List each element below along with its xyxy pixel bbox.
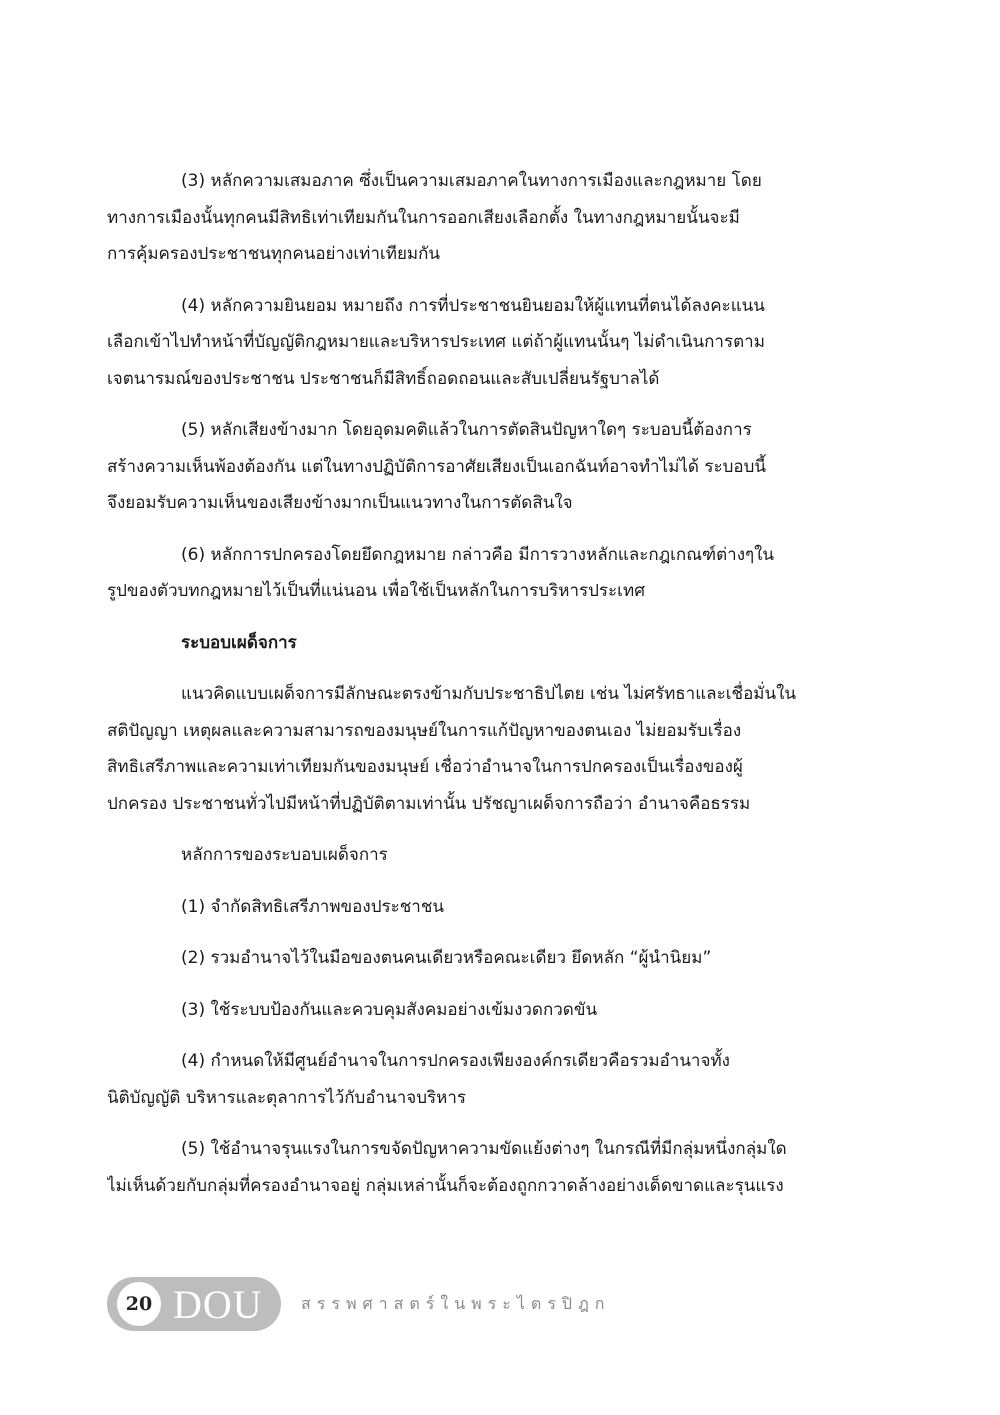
- text-line: นิติบัญญัติ บริหารและตุลาการไว้กับอำนาจบริหาร: [107, 1087, 467, 1108]
- text-line: ทางการเมืองนั้นทุกคนมีสิทธิเท่าเทียมกันในการออกเสียงเลือกตั้ง ในทางกฎหมายนั้นจะมี: [107, 207, 740, 228]
- text-line: การคุ้มครองประชาชนทุกคนอย่างเท่าเทียมกัน: [107, 244, 441, 264]
- text-line: ปกครอง ประชาชนทั่วไปมีหน้าที่ปฏิบัติตามเท่านั้น ปรัชญาเผด็จการถือว่า อำนาจคือธรรม: [107, 793, 751, 814]
- text-line: (5) หลักเสียงข้างมาก โดยอุดมคติแล้วในการตัดสินปัญหาใดๆ ระบอบนี้ต้องการ: [181, 420, 752, 440]
- text-line: จึงยอมรับความเห็นของเสียงข้างมากเป็นแนวทางในการตัดสินใจ: [107, 493, 573, 513]
- page-content: [107, 163, 883, 1219]
- list-item: (3) ใช้ระบบป้องกันและควบคุมสังคมอย่างเข้มงวดกวดขัน: [181, 999, 598, 1020]
- page-footer: [107, 1277, 611, 1331]
- footer-badge: [107, 1277, 281, 1331]
- book-title: สรรพศาสตร์ในพระไตรปิฎก: [301, 1293, 611, 1313]
- text-line: เจตนารมณ์ของประชาชน ประชาชนก็มีสิทธิ์ถอดถอนและสับเปลี่ยนรัฐบาลได้: [107, 368, 660, 389]
- text-line: แนวคิดแบบเผด็จการมีลักษณะตรงข้ามกับประชาธิปไตย เช่น ไม่ศรัทธาและเชื่อมั่นใน: [181, 684, 797, 704]
- intro-paragraph: [107, 676, 883, 822]
- text-line: (4) กำหนดให้มีศูนย์อำนาจในการปกครองเพียงองค์กรเดียวคือรวมอำนาจทั้ง: [181, 1051, 730, 1071]
- text-line: เลือกเข้าไปทำหน้าที่บัญญัติกฎหมายและบริหารประเทศ แต่ถ้าผู้แทนนั้นๆ ไม่ดำเนินการตาม: [107, 332, 765, 352]
- paragraph-principle-4: [107, 288, 883, 398]
- text-line: สติปัญญา เหตุผลและความสามารถของมนุษย์ในการแก้ปัญหาของตนเอง ไม่ยอมรับเรื่อง: [107, 720, 742, 741]
- text-line: (4) หลักความยินยอม หมายถึง การที่ประชาชนยินยอมให้ผู้แทนที่ตนได้ลงคะแนน: [181, 295, 765, 316]
- paragraph-dict-5: [107, 1131, 883, 1204]
- paragraph-principle-3: [107, 163, 883, 273]
- text-line: สร้างความเห็นพ้องต้องกัน แต่ในทางปฏิบัติการอาศัยเสียงเป็นเอกฉันท์อาจทำไม่ได้ ระบอบนี้: [107, 456, 767, 477]
- section-heading: ระบอบเผด็จการ: [181, 632, 297, 653]
- page-number: 20: [117, 1282, 161, 1326]
- text-line: ไม่เห็นด้วยกับกลุ่มที่ครองอำนาจอยู่ กลุ่มเหล่านั้นก็จะต้องถูกกวาดล้างอย่างเด็ดขาดและรุนแรง: [107, 1175, 784, 1196]
- text-line: (5) ใช้อำนาจรุนแรงในการขจัดปัญหาความขัดแย้งต่างๆ ในกรณีที่มีกลุ่มหนึ่งกลุ่มใด: [181, 1139, 787, 1159]
- paragraph-dict-4: [107, 1043, 883, 1116]
- paragraph-principle-5: [107, 412, 883, 522]
- text-line: สิทธิเสรีภาพและความเท่าเทียมกันของมนุษย์ เชื่อว่าอำนาจในการปกครองเป็นเรื่องของผู้: [107, 757, 743, 777]
- principles-label: หลักการของระบอบเผด็จการ: [181, 845, 388, 865]
- list-item: (1) จำกัดสิทธิเสรีภาพของประชาชน: [181, 896, 444, 917]
- brand-logo: DOU: [173, 1281, 263, 1327]
- text-line: (3) หลักความเสมอภาค ซึ่งเป็นความเสมอภาคในทางการเมืองและกฎหมาย โดย: [181, 171, 762, 191]
- text-line: รูปของตัวบทกฎหมายไว้เป็นที่แน่นอน เพื่อใช้เป็นหลักในการบริหารประเทศ: [107, 581, 645, 601]
- list-item: (2) รวมอำนาจไว้ในมือของตนคนเดียวหรือคณะเดียว ยึดหลัก “ผู้นำนิยม”: [181, 948, 712, 968]
- paragraph-principle-6: [107, 537, 883, 610]
- text-line: (6) หลักการปกครองโดยยึดกฎหมาย กล่าวคือ มีการวางหลักและกฎเกณฑ์ต่างๆใน: [181, 544, 775, 565]
